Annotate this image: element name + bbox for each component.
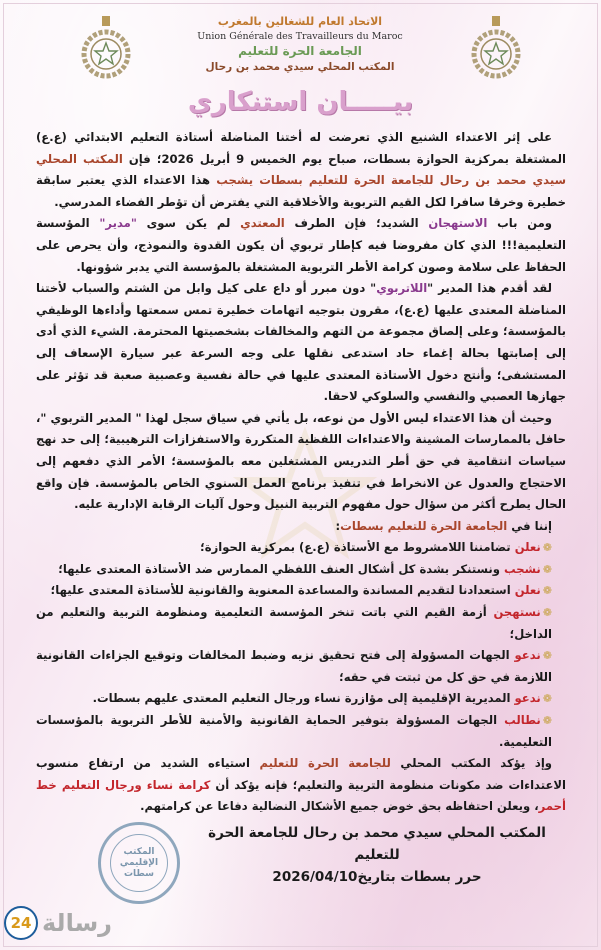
signature-block (188, 822, 566, 888)
text-segment: هذا الاعتداء الذي يعتبر سابقة خطيرة وخرقا سافرا لكل القيم التربوية والأخلاقية التي يفترض أن تؤطر الفضاء المدرسي. (36, 173, 566, 209)
union-name-arabic: الاتحاد العام للشغالين بالمغرب (217, 15, 383, 28)
highlighted-text: الجامعة الحرة للتعليم بسطات (340, 518, 508, 533)
signature-row (36, 822, 566, 904)
text-segment: وإذ يؤكد المكتب المحلي (390, 756, 552, 771)
declaration-item (36, 537, 566, 559)
paragraph (36, 408, 566, 516)
flower-bullet-icon: ❁ (542, 714, 552, 728)
text-segment: وحيث أن هذا الاعتداء ليس الأول من نوعه، بل يأتي في سياق سجل لهذا " المدير التربوي "، حافل بالممارسات المشينة والاعتداءات اللفظية المتكررة والاستفزازات الترهيبية؛ إلى حد نهج سياسات انتقامية في حق أطر التدريس المشتغلين معه بالمؤسسة؛ الأمر الذي دفعهم إلى الاحتجاج والعدول عن الانخراط في تنفيذ برنامج العمل السنوي الخاص بالمؤسسة. فإن واقع الحال يطرح أكثر من سؤال حول مفهوم التربية النبيل وحول آليات الرقابة الإدارية عليه. (36, 410, 566, 512)
federation-name: الجامعة الحرة للتعليم (238, 44, 362, 58)
text-segment: استعدادنا لتقديم المساندة والمساعدة المعنوية والقانونية للأستاذة المعتدى عليها؛ (50, 583, 515, 598)
declaration-item (36, 688, 566, 710)
flower-bullet-icon: ❁ (542, 606, 552, 620)
highlighted-text: نعلن (514, 583, 541, 598)
flower-bullet-icon: ❁ (542, 649, 552, 663)
union-name-french: Union Générale des Travailleurs du Maroc (197, 31, 403, 42)
flower-bullet-icon: ❁ (542, 541, 552, 555)
document-title: بيـــــان استنكاري (187, 87, 414, 117)
flower-bullet-icon: ❁ (542, 692, 552, 706)
declaration-item (36, 580, 566, 602)
flower-bullet-icon: ❁ (542, 562, 552, 576)
highlighted-text: نعلن (514, 540, 541, 555)
declaration-item (36, 645, 566, 688)
text-segment: لم يكن سوى (136, 216, 241, 231)
declaration-item (36, 559, 566, 581)
text-segment: إننا في (507, 518, 552, 533)
text-segment: المديرية الإقليمية إلى مؤازرة نساء ورجال التعليم المعتدى عليهم بسطات. (92, 691, 515, 706)
declaration-item (36, 710, 566, 753)
text-segment: تضامننا اللامشروط مع الأستاذة (ع.ع) بمركزية الحوازة؛ (200, 540, 515, 555)
highlighted-text: نشجب (504, 561, 541, 576)
watermark-brand: رسالة (42, 909, 112, 937)
highlighted-text: نستهجن (493, 605, 541, 620)
text-segment: ومن باب (487, 216, 553, 231)
text-segment: لقد أقدم هذا المدير " (427, 281, 552, 296)
statement-body (36, 127, 566, 818)
text-segment: المؤسسة التعليمية!!! الذي كان مفروضا فيه كإطار تربوي أن يكون القدوة والنموذج، وأن يحرص على الحفاظ على سلامة وصون كرامة الأطر التربوية المشتغلة بالمؤسسة التي يدبر شؤونها. (36, 216, 566, 274)
text-segment: : (335, 518, 341, 533)
stamp-text: المكتب الإقليمي سطات (110, 834, 168, 892)
highlighted-text: المعتدي (240, 216, 285, 231)
highlighted-text: المكتب المحلي سيدي محمد بن رحال للجامعة الحرة للتعليم بسطات يشجب (36, 151, 566, 188)
highlighted-text: للجامعة الحرة للتعليم (259, 756, 391, 771)
signature-place-date: حرر بسطات بتاريخ2026/04/10 (272, 869, 482, 885)
highlighted-text: اللاتربوي (376, 281, 428, 296)
flower-bullet-icon: ❁ (542, 584, 552, 598)
paragraph (36, 127, 566, 213)
text-segment: على إثر الاعتداء الشنيع الذي تعرضت له أختنا المناضلة أستاذة التعليم الابتدائي (ع.ع) المشتغلة بمركزية الحوازة بسطات، صباح يوم الخميس 9 أبريل 2026؛ فإن (36, 130, 566, 166)
highlighted-text: ندعو (514, 648, 541, 663)
highlighted-text: الاستهجان (428, 216, 488, 231)
text-segment: ، ويعلن احتفاظه بحق خوض جميع الأشكال النضالية دفاعا عن كرامتهم. (140, 799, 539, 814)
text-segment: ونستنكر بشدة كل أشكال العنف اللفظي الممارس ضد الأستاذة المعتدى عليها؛ (58, 561, 504, 576)
closing-paragraph (36, 753, 566, 818)
highlighted-text: "مدير" (99, 216, 137, 231)
signature-office: المكتب المحلي سيدي محمد بن رحال للجامعة الحرة للتعليم (208, 825, 546, 863)
text-segment: الجهات المسؤولة إلى فتح تحقيق نزيه وضبط المخالفات وتوقيع الجزاءات القانونية اللازمة في حق كل من ثبتت في حقه؛ (36, 648, 552, 684)
site-watermark-logo (4, 906, 134, 940)
text-segment: أزمة القيم التي باتت تنخر المؤسسة التعليمية ومنظومة التربية والتعليم من الداخل؛ (36, 605, 552, 641)
text-segment: الجهات المسؤولة بتوفير الحماية القانونية والأمنية للأطر التربوية بالمؤسسات التعليمية. (36, 713, 552, 749)
paragraph (36, 213, 566, 278)
declaration-item (36, 602, 566, 645)
text-segment: " دون مبرر أو داع على كيل وابل من الشتم والسباب لأختنا المناضلة المعتدى عليها (ع.ع)، مقرون بتوجيه اتهامات خطيرة تمس سمعتها وأداءها الوظيفي بالمؤسسة؛ وعلى إلصاق مجموعة من التهم والمخالفات بشخصيتها المحترمة. الشيء الذي أدى إلى إصابتها بحالة إغماء حاد استدعى نقلها على وجه السرعة عبر سيارة الإسعاف إلى المستشفى؛ وأنتج دخول الأستاذة المعتدى عليها في حالة نفسية وعصبية صعبة قد تؤثر على جهازها العصبي والنفسي والسلوكي لاحقا. (36, 281, 566, 404)
local-office-name: المكتب المحلي سيدي محمد بن رحال (205, 61, 395, 73)
declaration-intro (36, 516, 566, 538)
text-segment: الشديد؛ فإن الطرف (284, 216, 429, 231)
highlighted-text: كرامة نساء ورجال التعليم خط أحمر (36, 777, 566, 814)
paragraph (36, 278, 566, 408)
watermark-number: 24 (4, 906, 38, 940)
highlighted-text: نطالب (504, 713, 541, 728)
highlighted-text: ندعو (514, 691, 541, 706)
text-segment: استياءه الشديد من ارتفاع منسوب الاعتداءات ضد مكونات منظومة التربية والتعليم؛ فإنه يؤكد أن (36, 756, 567, 792)
office-stamp (98, 822, 180, 904)
